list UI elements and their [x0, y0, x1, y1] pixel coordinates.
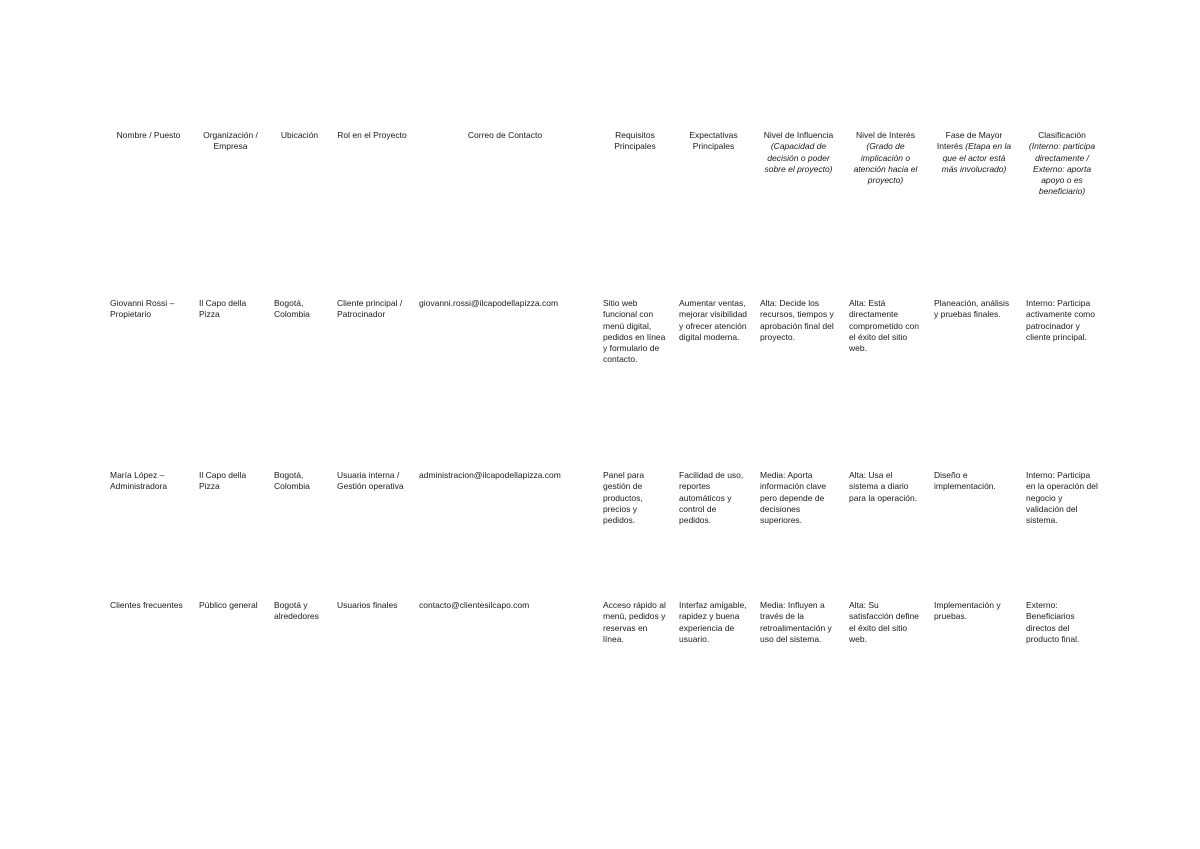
header-fase-label: Fase de Mayor Interés: [936, 130, 1003, 152]
cell-interes: Alta: Su satisfacción define el éxito del sitio web.: [849, 600, 919, 644]
header-interes-note: (Grado de implicación o atención hacia el proyecto): [853, 141, 918, 186]
header-fase: [928, 126, 1020, 298]
cell-nombre: María López – Administradora: [110, 470, 168, 492]
cell-ubicacion: Bogotá y alrededores: [274, 600, 319, 622]
cell-correo: administracion@ilcapodellapizza.com: [419, 470, 561, 480]
cell-organizacion: Il Capo della Pizza: [199, 298, 247, 320]
cell-clasificacion: Externo: Beneficiarios directos del producto final.: [1026, 600, 1080, 644]
table-row: [104, 298, 1104, 470]
table-row: [104, 470, 1104, 600]
cell-organizacion: Público general: [199, 600, 258, 610]
header-ubicacion: Ubicación: [280, 130, 319, 140]
header-rol: Rol en el Proyecto: [337, 130, 407, 140]
table-row: [104, 600, 1104, 670]
cell-correo: contacto@clientesilcapo.com: [419, 600, 530, 610]
cell-correo: giovanni.rossi@ilcapodellapizza.com: [419, 298, 559, 308]
cell-rol: Usuarios finales: [337, 600, 398, 610]
cell-expectativas: Interfaz amigable, rapidez y buena experiencia de usuario.: [679, 600, 747, 644]
cell-fase: Diseño e implementación.: [934, 470, 996, 492]
header-influencia-note: (Capacidad de decisión o poder sobre el proyecto): [764, 141, 833, 174]
header-clasificacion-label: Clasificación: [1038, 130, 1086, 140]
cell-influencia: Media: Aporta información clave pero depende de decisiones superiores.: [760, 470, 827, 526]
cell-clasificacion: Interno: Participa activamente como patrocinador y cliente principal.: [1026, 298, 1095, 342]
cell-influencia: Media: Influyen a través de la retroalimentación y uso del sistema.: [760, 600, 832, 644]
header-influencia: [754, 126, 843, 298]
cell-nombre: Clientes frecuentes: [110, 600, 183, 610]
header-organizacion: Organización / Empresa: [203, 130, 258, 152]
cell-fase: Implementación y pruebas.: [934, 600, 1001, 622]
header-fase-note: (Etapa en la que el actor está más involucrado): [941, 141, 1012, 174]
cell-requisitos: Panel para gestión de productos, precios y pedidos.: [603, 470, 645, 526]
cell-fase: Planeación, análisis y pruebas finales.: [934, 298, 1010, 320]
cell-expectativas: Aumentar ventas, mejorar visibilidad y ofrecer atención digital moderna.: [679, 298, 748, 342]
stakeholder-table: [104, 126, 1104, 670]
header-interes: [843, 126, 928, 298]
header-clasificacion-note: (Interno: participa directamente / Externo: aporta apoyo o es beneficiario): [1028, 141, 1096, 197]
cell-influencia: Alta: Decide los recursos, tiempos y aprobación final del proyecto.: [760, 298, 834, 342]
table-header-row: [104, 126, 1104, 298]
cell-rol: Cliente principal / Patrocinador: [337, 298, 403, 320]
cell-ubicacion: Bogotá, Colombia: [274, 298, 310, 320]
cell-ubicacion: Bogotá, Colombia: [274, 470, 310, 492]
cell-nombre: Giovanni Rossi – Propietario: [110, 298, 175, 320]
header-interes-label: Nivel de Interés: [855, 130, 916, 140]
header-requisitos: Requisitos Principales: [614, 130, 656, 152]
header-nombre: Nombre / Puesto: [116, 130, 181, 140]
cell-clasificacion: Interno: Participa en la operación del negocio y validación del sistema.: [1026, 470, 1098, 526]
cell-expectativas: Facilidad de uso, reportes automáticos y control de pedidos.: [679, 470, 744, 526]
header-clasificacion: [1020, 126, 1104, 298]
header-influencia-label: Nivel de Influencia: [763, 130, 834, 140]
cell-rol: Usuaria interna / Gestión operativa: [337, 470, 404, 492]
header-expectativas: Expectativas Principales: [689, 130, 738, 152]
header-correo: Correo de Contacto: [467, 130, 543, 140]
cell-interes: Alta: Está directamente comprometido con el éxito del sitio web.: [849, 298, 919, 354]
cell-organizacion: Il Capo della Pizza: [199, 470, 247, 492]
cell-interes: Alta: Usa el sistema a diario para la operación.: [849, 470, 918, 503]
cell-requisitos: Acceso rápido al menú, pedidos y reservas en línea.: [603, 600, 666, 644]
cell-requisitos: Sitio web funcional con menú digital, pedidos en línea y formulario de contacto.: [603, 298, 666, 365]
